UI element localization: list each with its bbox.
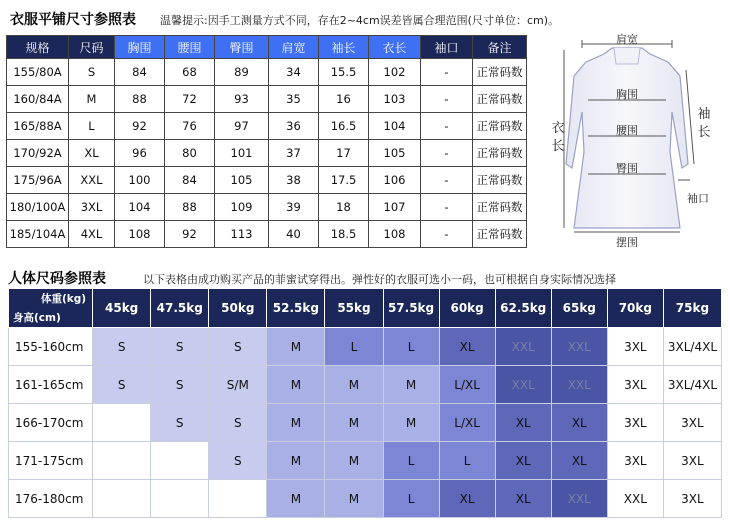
table-cell: 108 (369, 221, 421, 248)
size-cell: L (383, 442, 439, 480)
table-cell: 40 (269, 221, 319, 248)
table-row (7, 113, 527, 140)
table-cell: 96 (115, 140, 165, 167)
table-cell: 104 (115, 194, 165, 221)
weight-header: 65kg (551, 289, 607, 328)
table-row (7, 194, 527, 221)
size-cell: XL (495, 480, 551, 518)
table-cell: 72 (165, 86, 215, 113)
size-cell: XL (495, 404, 551, 442)
table-cell: 88 (115, 86, 165, 113)
table-row (7, 221, 527, 248)
size-cell: M (325, 366, 383, 404)
table-cell: 105 (369, 140, 421, 167)
hip-label: 臀围 (616, 162, 638, 175)
table-row (7, 86, 527, 113)
body-length-label-2: 长 (551, 139, 565, 154)
table-cell: - (421, 140, 473, 167)
table-cell: 34 (269, 59, 319, 86)
weight-header: 57.5kg (383, 289, 439, 328)
shoulder-label: 肩宽 (616, 33, 638, 46)
size-cell: S (93, 366, 151, 404)
size-cell (209, 480, 267, 518)
size-cell: S (151, 328, 209, 366)
table-cell: 101 (215, 140, 269, 167)
table-cell: - (421, 167, 473, 194)
size-cell: M (267, 480, 325, 518)
height-row-header: 155-160cm (9, 328, 93, 366)
size-cell: M (267, 404, 325, 442)
size-cell: M (325, 480, 383, 518)
table-cell: 正常码数 (473, 140, 527, 167)
weight-header: 50kg (209, 289, 267, 328)
size-cell: S (93, 328, 151, 366)
weight-header: 55kg (325, 289, 383, 328)
table-row (9, 442, 722, 480)
table-row (9, 404, 722, 442)
size-cell (151, 480, 209, 518)
table-cell: 109 (215, 194, 269, 221)
table-row (7, 59, 527, 86)
size-cell: XXL (495, 328, 551, 366)
size-cell: L (383, 480, 439, 518)
size-cell: M (267, 366, 325, 404)
chest-label: 胸围 (616, 88, 638, 101)
table-cell: 100 (115, 167, 165, 194)
table-cell: 108 (115, 221, 165, 248)
height-axis-label: 身高(cm) (13, 312, 61, 324)
table-cell: 93 (215, 86, 269, 113)
size-cell: 3XL (607, 404, 663, 442)
table-row (9, 366, 722, 404)
size-cell: XL (495, 442, 551, 480)
table-cell: 170/92A (7, 140, 69, 167)
body-size-table-title: 人体尺码参照表 (8, 271, 106, 287)
column-header: 袖口 (421, 36, 473, 59)
weight-header-row (9, 289, 722, 328)
weight-header: 52.5kg (267, 289, 325, 328)
table-cell: 68 (165, 59, 215, 86)
size-cell: M (383, 404, 439, 442)
measurement-tip: 温馨提示:因手工测量方式不同，存在2~4cm误差皆属合理范围(尺寸单位：cm)。 (160, 14, 560, 27)
table-cell: 102 (369, 59, 421, 86)
size-cell: XL (551, 442, 607, 480)
table-cell: 103 (369, 86, 421, 113)
table-cell: 88 (165, 194, 215, 221)
size-cell: M (383, 366, 439, 404)
table-cell: 正常码数 (473, 113, 527, 140)
height-row-header: 166-170cm (9, 404, 93, 442)
size-cell: 3XL (663, 404, 721, 442)
table-cell: 36 (269, 113, 319, 140)
table-cell: 155/80A (7, 59, 69, 86)
table-cell: 17 (319, 140, 369, 167)
table-row (9, 480, 722, 518)
size-cell: XXL (551, 480, 607, 518)
table-cell: 39 (269, 194, 319, 221)
table-cell: - (421, 113, 473, 140)
height-row-header: 161-165cm (9, 366, 93, 404)
size-cell: 3XL (607, 366, 663, 404)
weight-header: 62.5kg (495, 289, 551, 328)
table-cell: 正常码数 (473, 194, 527, 221)
size-cell: S (209, 404, 267, 442)
table-cell: 92 (165, 221, 215, 248)
garment-measurement-diagram (530, 32, 726, 254)
column-header: 胸围 (115, 36, 165, 59)
table-cell: 16.5 (319, 113, 369, 140)
table-cell: 84 (115, 59, 165, 86)
waist-label: 腰围 (616, 124, 638, 137)
table-cell: 106 (369, 167, 421, 194)
table-cell: 180/100A (7, 194, 69, 221)
column-header: 备注 (473, 36, 527, 59)
weight-header: 70kg (607, 289, 663, 328)
size-cell (93, 480, 151, 518)
size-cell: M (325, 404, 383, 442)
size-cell: S/M (209, 366, 267, 404)
column-header: 肩宽 (269, 36, 319, 59)
table-cell: - (421, 194, 473, 221)
table-cell: M (69, 86, 115, 113)
weight-header: 60kg (439, 289, 495, 328)
table-cell: 76 (165, 113, 215, 140)
table-cell: 18 (319, 194, 369, 221)
size-cell: 3XL (663, 480, 721, 518)
table-cell: 97 (215, 113, 269, 140)
table-cell: - (421, 59, 473, 86)
table-cell: 80 (165, 140, 215, 167)
height-row-header: 176-180cm (9, 480, 93, 518)
size-table-title: 衣服平铺尺寸参照表 (10, 12, 136, 28)
size-cell: S (151, 404, 209, 442)
size-cell: L (325, 328, 383, 366)
table-cell: 18.5 (319, 221, 369, 248)
table-row (9, 328, 722, 366)
cuff-label: 袖口 (687, 192, 709, 205)
table-cell: S (69, 59, 115, 86)
table-cell: 38 (269, 167, 319, 194)
size-cell: S (209, 328, 267, 366)
table-cell: 105 (215, 167, 269, 194)
table-cell: 正常码数 (473, 221, 527, 248)
size-cell: 3XL (607, 328, 663, 366)
size-cell: L/XL (439, 404, 495, 442)
size-cell: L (383, 328, 439, 366)
hem-label: 摆围 (616, 236, 638, 249)
size-cell: L (439, 442, 495, 480)
size-cell: L/XL (439, 366, 495, 404)
table-cell: 3XL (69, 194, 115, 221)
table-cell: 92 (115, 113, 165, 140)
column-header: 衣长 (369, 36, 421, 59)
size-cell: XXL (551, 366, 607, 404)
table-cell: 89 (215, 59, 269, 86)
column-header: 尺码 (69, 36, 115, 59)
size-cell: XL (439, 328, 495, 366)
size-cell: XL (439, 480, 495, 518)
size-cell: XXL (607, 480, 663, 518)
size-cell (93, 442, 151, 480)
table-cell: 185/104A (7, 221, 69, 248)
size-cell: M (325, 442, 383, 480)
dress-outline (566, 48, 688, 228)
table-cell: 160/84A (7, 86, 69, 113)
corner-header (9, 289, 93, 328)
table-cell: 35 (269, 86, 319, 113)
table-cell: 84 (165, 167, 215, 194)
size-cell: M (267, 442, 325, 480)
table-cell: - (421, 86, 473, 113)
size-cell (93, 404, 151, 442)
table-cell: 104 (369, 113, 421, 140)
body-size-table (8, 288, 722, 518)
height-row-header: 171-175cm (9, 442, 93, 480)
table-cell: XXL (69, 167, 115, 194)
table-cell: XL (69, 140, 115, 167)
size-cell: 3XL/4XL (663, 328, 721, 366)
body-length-label-1: 衣 (551, 121, 565, 136)
table-header-row (7, 36, 527, 59)
weight-axis-label: 体重(kg) (41, 293, 87, 305)
column-header: 腰围 (165, 36, 215, 59)
size-cell: M (267, 328, 325, 366)
table-cell: 正常码数 (473, 59, 527, 86)
table-cell: 175/96A (7, 167, 69, 194)
size-cell (151, 442, 209, 480)
table-cell: - (421, 221, 473, 248)
table-cell: 16 (319, 86, 369, 113)
size-cell: XXL (495, 366, 551, 404)
table-cell: 4XL (69, 221, 115, 248)
column-header: 臀围 (215, 36, 269, 59)
table-cell: 165/88A (7, 113, 69, 140)
column-header: 规格 (7, 36, 69, 59)
body-size-table-subtitle: 以下表格由成功购买产品的菲蜜试穿得出。弹性好的衣服可选小一码，也可根据自身实际情况选择 (143, 273, 616, 286)
size-cell: 3XL/4XL (663, 366, 721, 404)
weight-header: 47.5kg (151, 289, 209, 328)
size-cell: S (151, 366, 209, 404)
table-cell: 正常码数 (473, 167, 527, 194)
column-header: 袖长 (319, 36, 369, 59)
table-row (7, 140, 527, 167)
weight-header: 75kg (663, 289, 721, 328)
table-cell: 15.5 (319, 59, 369, 86)
table-cell: 37 (269, 140, 319, 167)
garment-size-table (6, 35, 527, 248)
table-row (7, 167, 527, 194)
size-cell: XXL (551, 328, 607, 366)
size-cell: S (209, 442, 267, 480)
table-cell: 17.5 (319, 167, 369, 194)
table-cell: 107 (369, 194, 421, 221)
table-cell: 正常码数 (473, 86, 527, 113)
table-cell: 113 (215, 221, 269, 248)
size-cell: 3XL (663, 442, 721, 480)
sleeve-length-label-2: 长 (697, 125, 711, 140)
weight-header: 45kg (93, 289, 151, 328)
sleeve-length-label-1: 袖 (697, 107, 711, 122)
size-cell: XL (551, 404, 607, 442)
table-cell: L (69, 113, 115, 140)
size-cell: 3XL (607, 442, 663, 480)
